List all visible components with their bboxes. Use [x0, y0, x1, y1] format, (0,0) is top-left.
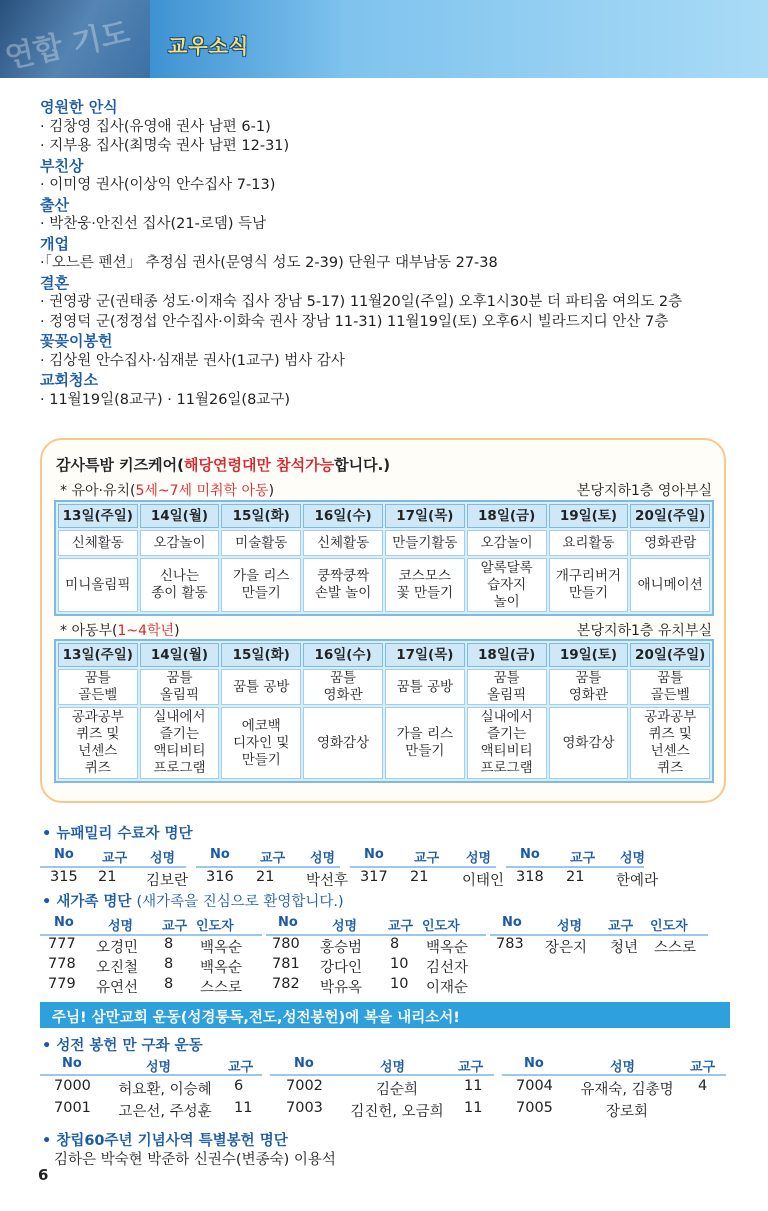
kids-cell: 15일(화) — [221, 504, 301, 528]
column-header: 성명 — [310, 851, 336, 866]
table-cell: 박유옥 — [320, 980, 363, 996]
table-cell: 318 — [516, 869, 544, 885]
news-category: 개업 — [40, 234, 69, 253]
kids-cell: 13일(주일) — [58, 504, 138, 528]
kids-row — [58, 643, 710, 667]
newfamily-title: • 뉴패밀리 수료자 명단 — [42, 826, 193, 842]
kids-row — [58, 707, 710, 779]
column-header: No — [278, 915, 298, 930]
kids-cell: 18일(금) — [467, 504, 547, 528]
column-header: No — [62, 1056, 82, 1071]
table-cell: 6 — [234, 1078, 244, 1094]
news-category: 출산 — [40, 195, 69, 214]
kids-care-box — [40, 438, 726, 803]
news-category: 결혼 — [40, 273, 69, 292]
kids-cell: 16일(수) — [303, 643, 383, 667]
table-cell: 백옥순 — [426, 940, 469, 956]
column-header: No — [524, 1056, 544, 1071]
kids-cell: 15일(화) — [221, 643, 301, 667]
table-cell: 4 — [698, 1078, 708, 1094]
table-cell: 778 — [48, 956, 76, 972]
anniversary-names: 김하은 박숙현 박준하 신권수(변종숙) 이용석 — [54, 1152, 336, 1168]
kids-row — [58, 669, 710, 705]
table-cell: 7003 — [286, 1100, 323, 1116]
table-cell: 315 — [50, 869, 78, 885]
column-header: No — [502, 915, 522, 930]
kids-cell: 꿈틀 영화관 — [549, 669, 629, 705]
news-item: · 지부용 집사(최명숙 권사 남편 12-31) — [40, 138, 290, 154]
table-cell: 11 — [464, 1100, 483, 1116]
kids-cell: 오감놀이 — [140, 530, 220, 556]
column-header: 성명 — [610, 1060, 636, 1075]
table-cell: 21 — [410, 869, 429, 885]
kids-row — [58, 558, 710, 612]
table-cell: 이재순 — [426, 980, 469, 996]
kids-cell: 공과공부 퀴즈 및 넌센스 퀴즈 — [630, 707, 710, 779]
page-title: 교우소식 — [168, 34, 250, 58]
header-rule — [350, 866, 496, 868]
group2-label: * 아동부(1~4학년) — [60, 623, 180, 639]
table-cell: 스스로 — [200, 980, 243, 996]
table-cell: 홍승범 — [320, 940, 363, 956]
table-cell: 21 — [256, 869, 275, 885]
table-cell: 오진철 — [96, 960, 139, 976]
church-news-list — [40, 98, 740, 410]
header-rule — [506, 866, 644, 868]
table-cell: 고은선, 주성훈 — [118, 1104, 212, 1120]
table-cell: 유재숙, 김총명 — [580, 1082, 674, 1098]
table-cell: 7005 — [516, 1100, 553, 1116]
table-cell: 777 — [48, 936, 76, 952]
news-item: · 11월19일(8교구) · 11월26일(8교구) — [40, 391, 290, 408]
kids-cell: 오감놀이 — [467, 530, 547, 556]
column-header: No — [364, 847, 384, 862]
news-item: · 박찬웅·안진선 집사(21-로뎀) 득남 — [40, 216, 267, 232]
header-rule — [196, 866, 340, 868]
table-cell: 10 — [390, 956, 409, 972]
kids-cell: 실내에서 즐기는 액티비티 프로그램 — [467, 707, 547, 779]
column-header: 성명 — [108, 919, 134, 934]
kids-cell: 20일(주일) — [630, 504, 710, 528]
table-cell: 7000 — [54, 1078, 91, 1094]
table-cell: 박선후 — [306, 873, 349, 889]
kids-row — [58, 530, 710, 556]
kids-cell: 영화감상 — [549, 707, 629, 779]
kids-cell: 신체활동 — [303, 530, 383, 556]
group1-label: * 유아·유치(5세~7세 미취학 아동) — [60, 483, 275, 499]
table-cell: 779 — [48, 976, 76, 992]
table-cell: 청년 — [610, 940, 639, 956]
kids-cell: 요리활동 — [549, 530, 629, 556]
kids-cell: 코스모스 꽃 만들기 — [385, 558, 465, 612]
table-cell: 7001 — [54, 1100, 91, 1116]
newmembers-title: • 새가족 명단 (새가족을 진심으로 환영합니다.) — [42, 894, 344, 910]
group2-location: 본당지하1층 유치부실 — [576, 623, 712, 639]
table-cell: 허요환, 이승혜 — [118, 1082, 212, 1098]
table-cell: 316 — [206, 869, 234, 885]
kids-cell: 꿈틀 골든벨 — [630, 669, 710, 705]
table-cell: 8 — [390, 936, 400, 952]
kids-cell: 19일(토) — [549, 504, 629, 528]
column-header: 인도자 — [422, 919, 460, 934]
table-cell: 11 — [234, 1100, 253, 1116]
news-category: 부친상 — [40, 156, 84, 175]
table-cell: 백옥순 — [200, 940, 243, 956]
kids-cell: 애니메이션 — [630, 558, 710, 612]
column-header: 성명 — [466, 851, 492, 866]
header-decoration: 연합 기도회 — [0, 0, 150, 78]
kids-cell: 신체활동 — [58, 530, 138, 556]
table-cell: 장은지 — [545, 940, 588, 956]
column-header: No — [294, 1056, 314, 1071]
kids-cell: 개구리버거 만들기 — [549, 558, 629, 612]
offering-title: • 성전 봉헌 만 구좌 운동 — [42, 1038, 203, 1054]
table-cell: 8 — [164, 956, 174, 972]
news-item: · 권영광 군(권태종 성도·이재숙 집사 장남 5-17) 11월20일(주일) 오후1시30분 더 파티움 여의도 2층 — [40, 294, 683, 310]
table-cell: 21 — [98, 869, 117, 885]
kids-cell: 20일(주일) — [630, 643, 710, 667]
table-cell: 8 — [164, 936, 174, 952]
kids-cell: 알록달록 습자지 놀이 — [467, 558, 547, 612]
table-cell: 782 — [272, 976, 300, 992]
column-header: 교구 — [608, 919, 634, 934]
table-cell: 이태인 — [462, 873, 505, 889]
kids-cell: 16일(수) — [303, 504, 383, 528]
column-header: 인도자 — [650, 919, 688, 934]
group1-location: 본당지하1층 영아부실 — [576, 483, 712, 499]
news-item: · 이미영 권사(이상익 안수집사 7-13) — [40, 177, 276, 193]
table-cell: 백옥순 — [200, 960, 243, 976]
kids-cell: 13일(주일) — [58, 643, 138, 667]
kids-cell: 미술활동 — [221, 530, 301, 556]
page-number: 6 — [38, 1166, 49, 1184]
news-category: 꽃꽂이봉헌 — [40, 332, 113, 350]
kids-cell: 14일(월) — [140, 504, 220, 528]
column-header: 교구 — [690, 1060, 716, 1075]
kids-cell: 영화감상 — [303, 707, 383, 779]
kids-cell: 17일(목) — [385, 643, 465, 667]
table-cell: 317 — [360, 869, 388, 885]
table-cell: 한예라 — [616, 873, 659, 889]
table-cell: 김선자 — [426, 960, 469, 976]
kids-cell: 꿈틀 공방 — [221, 669, 301, 705]
table-cell: 김보란 — [146, 873, 189, 889]
column-header: 교구 — [458, 1060, 484, 1075]
column-header: No — [54, 847, 74, 862]
kids-cell: 영화관람 — [630, 530, 710, 556]
news-category: 영원한 안식 — [40, 98, 118, 116]
column-header: 교구 — [162, 919, 188, 934]
kids-cell: 18일(금) — [467, 643, 547, 667]
kids-schedule-table-1 — [54, 500, 714, 616]
kids-cell: 17일(목) — [385, 504, 465, 528]
column-header: 성명 — [332, 919, 358, 934]
table-cell: 10 — [390, 976, 409, 992]
table-cell: 유연선 — [96, 980, 139, 996]
news-item: ·「오느른 펜션」 추정심 권사(문영식 성도 2-39) 단원구 대부남동 27-38 — [40, 255, 498, 271]
column-header: 교구 — [388, 919, 414, 934]
kids-care-title: 감사특밤 키즈케어(해당연령대만 참석가능합니다.) — [56, 456, 391, 474]
table-cell: 11 — [464, 1078, 483, 1094]
table-cell: 8 — [164, 976, 174, 992]
table-cell: 오경민 — [96, 940, 139, 956]
column-header: 성명 — [146, 1060, 172, 1075]
news-item: · 정영덕 군(정정섭 안수집사·이화숙 권사 장남 11-31) 11월19일(토) 오후6시 빌라드지디 안산 7층 — [40, 313, 669, 330]
news-item: · 김상원 안수집사·심재분 권사(1교구) 범사 감사 — [40, 352, 345, 369]
table-cell: 7002 — [286, 1078, 323, 1094]
table-cell: 780 — [272, 936, 300, 952]
kids-cell: 19일(토) — [549, 643, 629, 667]
table-cell: 김순희 — [375, 1082, 419, 1098]
kids-cell: 공과공부 퀴즈 및 넌센스 퀴즈 — [58, 707, 138, 779]
anniversary-title: • 창립60주년 기념사역 특별봉헌 명단 — [42, 1133, 288, 1149]
header-rule — [40, 866, 186, 868]
table-cell: 장로회 — [605, 1104, 649, 1120]
column-header: 성명 — [557, 919, 583, 934]
column-header: 교구 — [228, 1060, 254, 1075]
kids-cell: 신나는 종이 활동 — [140, 558, 220, 612]
table-cell: 7004 — [516, 1078, 553, 1094]
kids-cell: 쿵짝쿵짝 손발 놀이 — [303, 558, 383, 612]
kids-cell: 미니올림픽 — [58, 558, 138, 612]
kids-cell: 가을 리스 만들기 — [385, 707, 465, 779]
column-header: 교구 — [260, 851, 286, 866]
table-cell: 강다인 — [320, 960, 363, 976]
column-header: 성명 — [150, 851, 176, 866]
column-header: 성명 — [380, 1060, 406, 1075]
column-header: 성명 — [620, 851, 646, 866]
kids-cell: 가을 리스 만들기 — [221, 558, 301, 612]
column-header: 교구 — [570, 851, 596, 866]
table-cell: 781 — [272, 956, 300, 972]
column-header: No — [54, 915, 74, 930]
kids-cell: 꿈틀 영화관 — [303, 669, 383, 705]
column-header: 교구 — [414, 851, 440, 866]
prayer-banner: 주님! 삼만교회 운동(성경통독,전도,성전봉헌)에 복을 내리소서! — [40, 1002, 730, 1028]
kids-cell: 꿈틀 골든벨 — [58, 669, 138, 705]
kids-row — [58, 504, 710, 528]
kids-cell: 꿈틀 올림픽 — [467, 669, 547, 705]
kids-cell: 14일(월) — [140, 643, 220, 667]
kids-schedule-table-2 — [54, 639, 714, 783]
table-cell: 21 — [566, 869, 585, 885]
kids-cell: 꿈틀 올림픽 — [140, 669, 220, 705]
kids-cell: 실내에서 즐기는 액티비티 프로그램 — [140, 707, 220, 779]
table-cell: 스스로 — [654, 940, 697, 956]
column-header: 교구 — [102, 851, 128, 866]
kids-cell: 에코백 디자인 및 만들기 — [221, 707, 301, 779]
kids-cell: 꿈틀 공방 — [385, 669, 465, 705]
table-cell: 김진헌, 오금희 — [350, 1104, 444, 1120]
column-header: No — [520, 847, 540, 862]
kids-cell: 만들기활동 — [385, 530, 465, 556]
column-header: No — [210, 847, 230, 862]
news-category: 교회청소 — [40, 371, 98, 389]
column-header: 인도자 — [196, 919, 234, 934]
news-item: · 김창영 집사(유영애 권사 남편 6-1) — [40, 118, 271, 135]
table-cell: 783 — [496, 936, 524, 952]
